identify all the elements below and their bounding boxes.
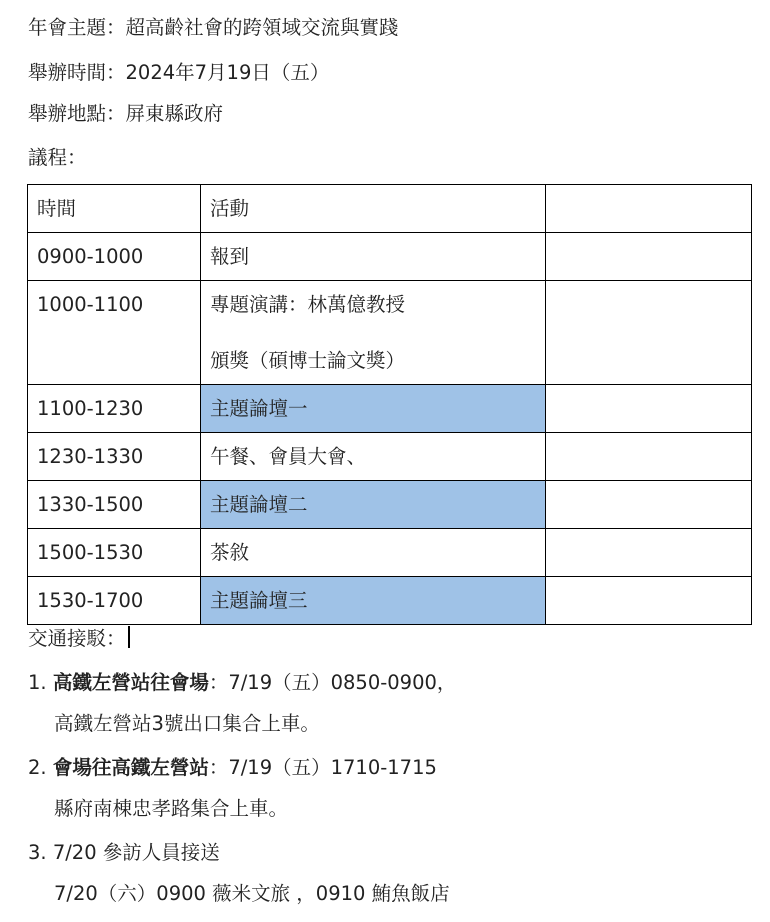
activity-cell-highlighted: 主題論壇三: [201, 577, 546, 625]
transport-item-3-line2: 7/20（六）0900 薇米文旅 ，0910 鮪魚飯店: [54, 882, 450, 905]
transport-item-1: [28, 670, 456, 696]
item-number: 3.: [28, 841, 47, 864]
activity-cell: 茶敘: [201, 529, 546, 577]
activity-cell: 專題演講：林萬億教授 頒獎（碩博士論文獎）: [201, 281, 546, 385]
time-cell: 1230-1330: [28, 433, 201, 481]
transport-item-3: [28, 840, 220, 866]
table-header-row: [28, 185, 752, 233]
activity-cell: 報到: [201, 233, 546, 281]
header-activity: 活動: [201, 185, 546, 233]
table-row: [28, 481, 752, 529]
empty-cell: [546, 529, 752, 577]
activity-cell: 午餐、會員大會、: [201, 433, 546, 481]
empty-cell: [546, 385, 752, 433]
item-title: 高鐵左營站往會場: [52, 671, 209, 694]
empty-cell: [546, 481, 752, 529]
item-title: 會場往高鐵左營站: [52, 756, 209, 779]
time-cell: 1500-1530: [28, 529, 201, 577]
venue-line: 舉辦地點：屏東縣政府: [28, 102, 224, 125]
header-time: 時間: [28, 185, 201, 233]
table-row: [28, 529, 752, 577]
agenda-table: [27, 184, 752, 625]
item-detail: ：7/19（五）1710-1715: [208, 756, 437, 779]
time-cell: 1100-1230: [28, 385, 201, 433]
activity-cell-highlighted: 主題論壇二: [201, 481, 546, 529]
transport-label: 交通接駁：: [28, 627, 126, 650]
date-line: 舉辦時間：2024年7月19日（五）: [28, 61, 330, 84]
table-row: [28, 233, 752, 281]
time-cell: 1000-1100: [28, 281, 201, 385]
transport-label-line[interactable]: [28, 626, 130, 652]
text-cursor: [128, 626, 130, 648]
item-number: 1.: [28, 671, 47, 694]
table-row: [28, 281, 752, 385]
transport-item-2: [28, 755, 437, 781]
empty-cell: [546, 433, 752, 481]
activity-cell-highlighted: 主題論壇一: [201, 385, 546, 433]
empty-cell: [546, 281, 752, 385]
theme-line: 年會主題：超高齡社會的跨領域交流與實踐: [28, 16, 399, 39]
transport-item-2-line2: 縣府南棟忠孝路集合上車。: [54, 797, 289, 820]
empty-cell: [546, 577, 752, 625]
header-empty: [546, 185, 752, 233]
time-cell: 0900-1000: [28, 233, 201, 281]
agenda-label: 議程：: [28, 146, 87, 169]
item-number: 2.: [28, 756, 47, 779]
table-row: [28, 385, 752, 433]
time-cell: 1530-1700: [28, 577, 201, 625]
item-detail: 7/20 參訪人員接送: [52, 841, 220, 864]
time-cell: 1330-1500: [28, 481, 201, 529]
activity-second-line: 頒獎（碩博士論文獎）: [210, 349, 406, 372]
table-row: [28, 577, 752, 625]
table-row: [28, 433, 752, 481]
empty-cell: [546, 233, 752, 281]
item-detail: ：7/19（五）0850-0900，: [208, 671, 457, 694]
transport-item-1-line2: 高鐵左營站3號出口集合上車。: [54, 712, 320, 735]
